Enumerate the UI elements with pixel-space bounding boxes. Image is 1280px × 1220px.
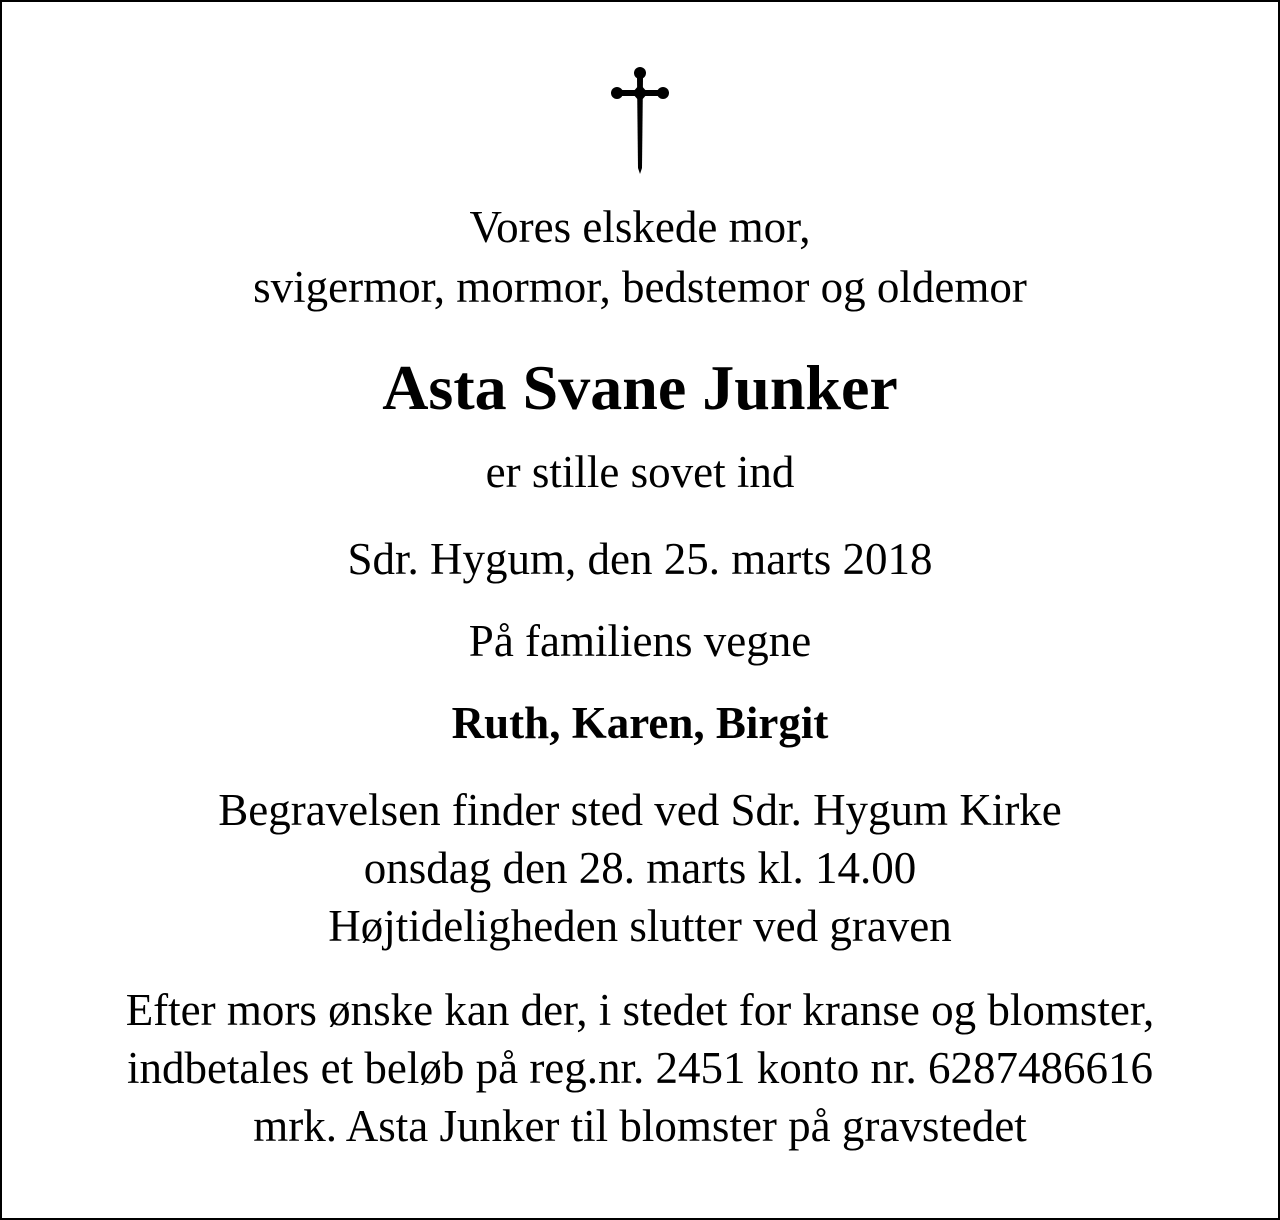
on-behalf-line: På familiens vegne	[468, 616, 812, 666]
status-line: er stille sovet ind	[485, 447, 795, 497]
deceased-name: Asta Svane Junker	[382, 352, 898, 423]
cross-icon	[2, 64, 1278, 174]
wishes-line-3: mrk. Asta Junker til blomster på gravstedet	[253, 1101, 1027, 1151]
funeral-line-3: Højtideligheden slutter ved graven	[328, 901, 952, 951]
wishes-line-2: indbetales et beløb på reg.nr. 2451 konto nr. 6287486616	[126, 1043, 1154, 1093]
funeral-line-1: Begravelsen finder sted ved Sdr. Hygum Kirke	[218, 785, 1062, 835]
intro-line-1: Vores elskede mor,	[469, 202, 811, 252]
place-date-line: Sdr. Hygum, den 25. marts 2018	[347, 534, 933, 584]
wishes-line-1: Efter mors ønske kan der, i stedet for kranse og blomster,	[125, 985, 1155, 1035]
funeral-line-2: onsdag den 28. marts kl. 14.00	[363, 843, 917, 893]
signatories-line: Ruth, Karen, Birgit	[451, 698, 829, 748]
intro-line-2: svigermor, mormor, bedstemor og oldemor	[253, 262, 1027, 312]
